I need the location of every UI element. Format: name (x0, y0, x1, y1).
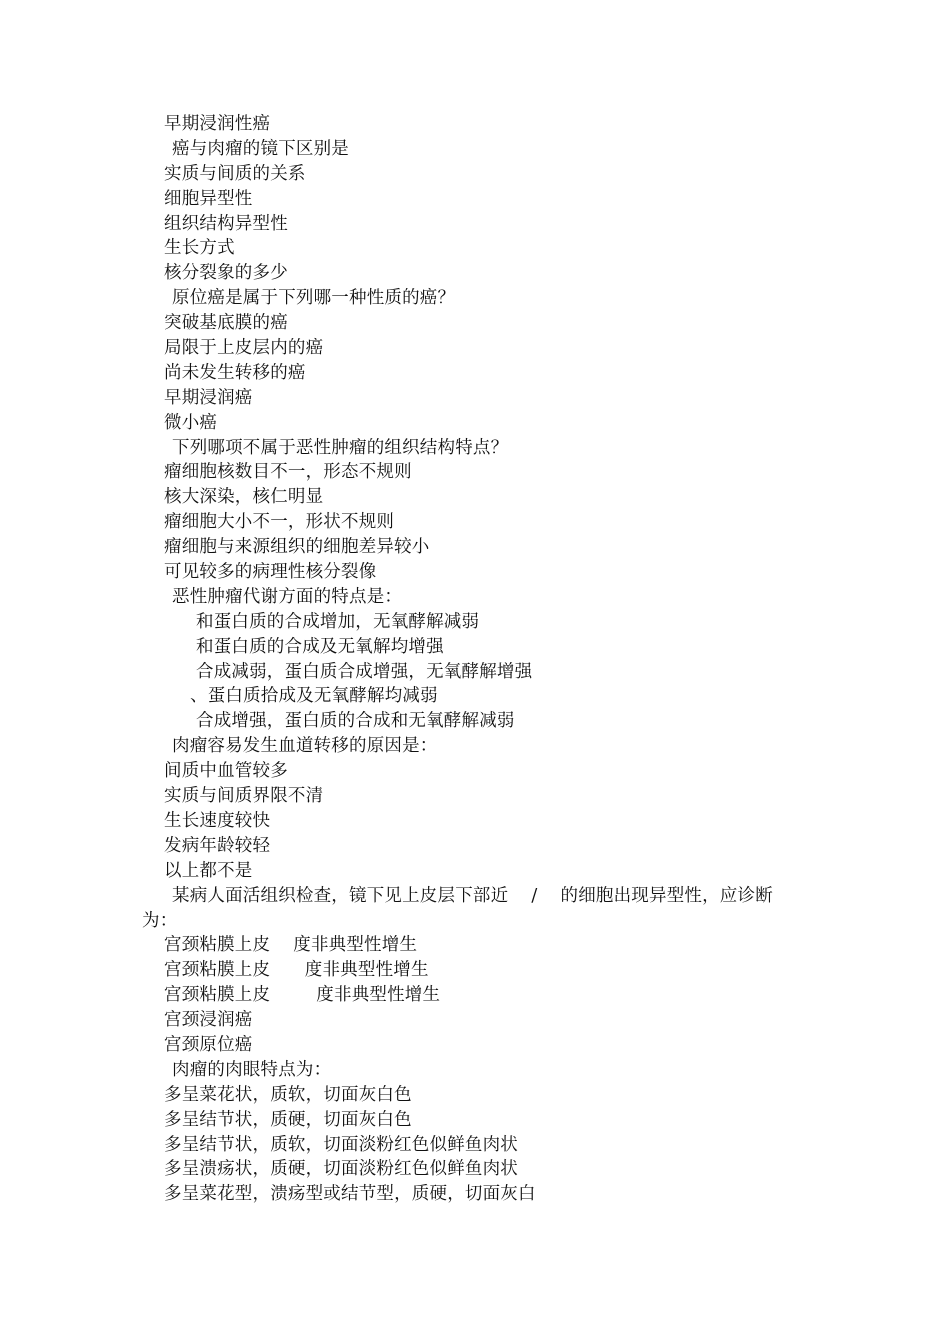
text-line: 多呈结节状，质硬，切面灰白色 (164, 1109, 412, 1130)
text-line: 局限于上皮层内的癌 (164, 338, 324, 359)
text-line: 微小癌 (164, 412, 218, 433)
text-line: 间质中血管较多 (164, 761, 288, 782)
text-line: 早期浸润性癌 (164, 114, 271, 134)
text-line: 瘤细胞与来源组织的细胞差异较小 (164, 537, 430, 558)
question-line: 癌与肉瘤的镜下区别是 (172, 138, 349, 159)
text-line: 瘤细胞核数目不一，形态不规则 (164, 462, 412, 483)
text-line: 实质与间质界限不清 (164, 786, 324, 807)
question-line: 原位癌是属于下列哪一种性质的癌？ (172, 288, 456, 309)
text-line: 多呈菜花型，溃疡型或结节型，质硬，切面灰白 (164, 1184, 536, 1205)
document-page (0, 112, 950, 1207)
text-line: 生长速度较快 (164, 810, 271, 831)
text-line: 生长方式 (164, 238, 235, 259)
question-line: 下列哪项不属于恶性肿瘤的组织结构特点？ (172, 437, 509, 458)
text-line: 以上都不是 (164, 860, 253, 881)
text-line: 为： (142, 910, 178, 931)
text-line: 突破基底膜的癌 (164, 313, 288, 334)
question-line: 肉瘤容易发生血道转移的原因是： (172, 736, 438, 757)
text-line: 多呈结节状，质软，切面淡粉红色似鲜鱼肉状 (164, 1134, 518, 1155)
text-line: 发病年龄较轻 (164, 835, 271, 856)
text-line: 多呈溃疡状，质硬，切面淡粉红色似鲜鱼肉状 (164, 1159, 518, 1180)
text-line: 组织结构异型性 (164, 213, 288, 234)
text-line: 多呈菜花状，质软，切面灰白色 (164, 1084, 412, 1105)
text-line: 和蛋白质的合成及无氧解均增强 (196, 636, 444, 657)
text-line: 实质与间质的关系 (164, 163, 306, 184)
text-line: 宫颈浸润癌 (164, 1010, 253, 1031)
text-line: 宫颈粘膜上皮 度非典型性增生 (164, 985, 441, 1006)
text-line: 尚未发生转移的癌 (164, 362, 306, 383)
text-line: 宫颈粘膜上皮 度非典型性增生 (164, 960, 429, 981)
text-line: 可见较多的病理性核分裂像 (164, 562, 377, 583)
text-line: 和蛋白质的合成增加，无氧酵解减弱 (196, 611, 480, 632)
text-line: 、蛋白质拾成及无氧酵解均减弱 (190, 686, 438, 707)
text-line: 早期浸润癌 (164, 387, 253, 408)
question-line: 恶性肿瘤代谢方面的特点是： (172, 586, 403, 607)
text-line: 核分裂象的多少 (164, 263, 288, 284)
text-line: 合成减弱，蛋白质合成增强，无氧酵解增强 (196, 661, 533, 682)
text-line: 核大深染，核仁明显 (164, 487, 324, 508)
text-line: 宫颈粘膜上皮 度非典型性增生 (164, 935, 418, 956)
question-line: 肉瘤的肉眼特点为： (172, 1059, 332, 1080)
question-line: 某病人面活组织检查，镜下见上皮层下部近 / 的细胞出现异型性，应诊断 (172, 885, 773, 906)
text-line: 细胞异型性 (164, 188, 253, 209)
text-line: 宫颈原位癌 (164, 1034, 253, 1055)
text-line: 瘤细胞大小不一，形状不规则 (164, 512, 395, 533)
text-line: 合成增强，蛋白质的合成和无氧酵解减弱 (196, 711, 515, 732)
